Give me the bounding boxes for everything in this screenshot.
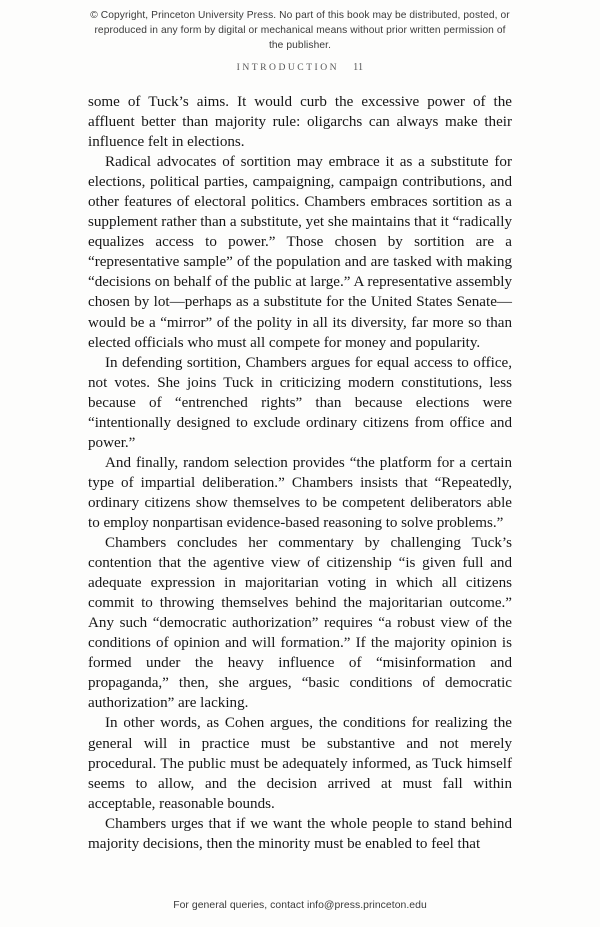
- paragraph: Chambers urges that if we want the whole people to stand behind majority decisions, then the minority must be enabled to feel that: [88, 815, 512, 852]
- paragraph: Chambers concludes her commentary by challenging Tuck’s contention that the agentive view of citizenship “is given full and adequate expression in majoritarian voting in which all citizens commit to throwing themselves behind the majoritarian outcome.” Any such “democratic authorization” requires “a robust view of the conditions of opinion and will formation.” If the majority opinion is formed under the heavy influence of “misinformation and propaganda,” then, she argues, “basic conditions of democratic authorization” are lacking.: [88, 535, 512, 712]
- paragraph: some of Tuck’s aims. It would curb the excessive power of the affluent better than majority rule: oligarchs can always make their influence felt in elections.: [88, 94, 512, 151]
- paragraph: And finally, random selection provides “the platform for a certain type of impartial deliberation.” Chambers insists that “Repeatedly, ordinary citizens show themselves to be competent deliberators able to employ nonpartisan evidence-based reasoning to solve problems.”: [88, 454, 512, 531]
- running-head-title: INTRODUCTION: [236, 62, 340, 73]
- paragraph: Radical advocates of sortition may embrace it as a substitute for elections, political parties, campaigning, campaign contributions, and other features of electoral politics. Chambers embraces sortition as a supplement rather than a substitute, yet she maintains that it “radically equalizes access to power.” Those chosen by sortition are a “representative sample” of the population and are tasked with making “decisions on behalf of the public at large.” A representative assembly chosen by lot—perhaps as a substitute for the United States Senate—would be a “mirror” of the polity in all its diversity, far more so than elected officials who must all compete for money and popularity.: [88, 154, 512, 351]
- copyright-notice: © Copyright, Princeton University Press. No part of this book may be distributed, posted, or reproduced in any form by digital or mechanical means without prior written permission of the publisher.: [90, 10, 510, 52]
- page-footer: For general queries, contact info@press.princeton.edu: [173, 900, 427, 911]
- body-text-block: [88, 92, 512, 854]
- page-number: 11: [353, 62, 364, 73]
- paragraph: In other words, as Cohen argues, the conditions for realizing the general will in practice must be substantive and not merely procedural. The public must be adequately informed, as Tuck himself seems to allow, and the decision arrived at must fall within acceptable, reasonable bounds.: [88, 715, 512, 812]
- paragraph: In defending sortition, Chambers argues for equal access to office, not votes. She joins Tuck in criticizing modern constitutions, less because of “entrenched rights” than because elections were “intentionally designed to exclude ordinary citizens from office and power.”: [88, 354, 512, 451]
- running-head: [88, 62, 512, 73]
